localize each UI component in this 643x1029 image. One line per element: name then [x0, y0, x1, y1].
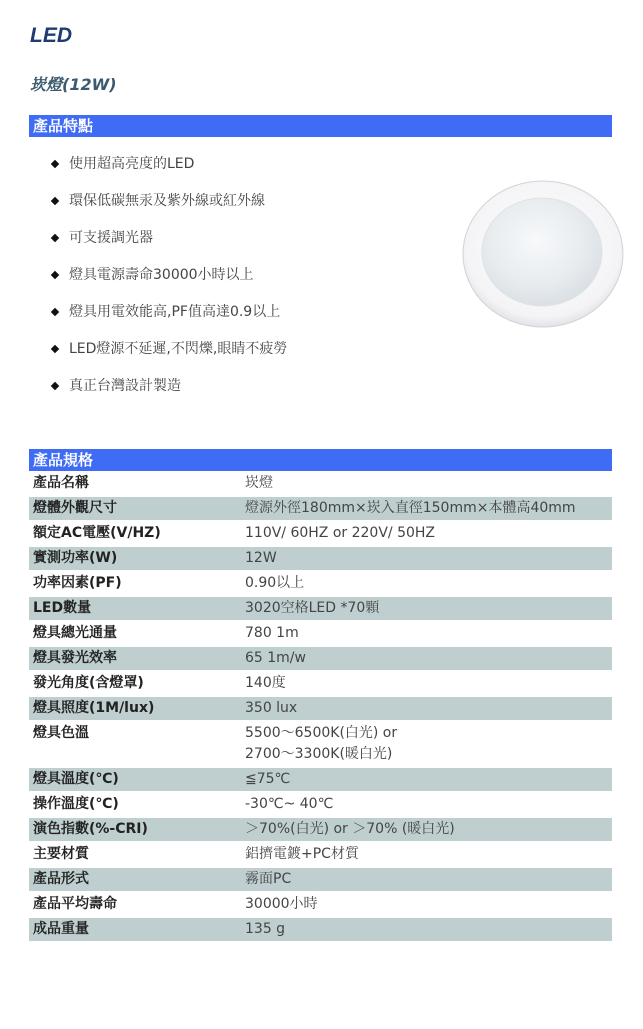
spec-label: 主要材質 — [33, 846, 89, 862]
table-row — [29, 597, 612, 620]
spec-value: 780 1m — [245, 625, 299, 641]
product-subtitle: 崁燈(12W) — [30, 75, 117, 94]
spec-value: 燈源外徑180mm×崁入直徑150mm×本體高40mm — [241, 497, 612, 520]
spec-value: 110V/ 60HZ or 220V/ 50HZ — [245, 525, 436, 541]
spec-label: LED數量 — [29, 597, 241, 620]
spec-label: 燈具總光通量 — [33, 625, 117, 641]
list-item — [52, 300, 287, 337]
spec-label: 燈具照度(1M/lux) — [29, 697, 241, 720]
diamond-bullet-icon — [51, 345, 59, 353]
list-item — [52, 337, 287, 374]
table-row — [29, 622, 612, 645]
spec-label: 燈具溫度(℃) — [29, 768, 241, 791]
list-item — [52, 263, 287, 300]
table-row — [29, 472, 612, 495]
spec-value: 3020空格LED *70顆 — [241, 597, 612, 620]
spec-value: 0.90以上 — [245, 575, 305, 591]
table-row — [29, 918, 612, 941]
spec-value: 135 g — [241, 918, 612, 941]
features-list — [52, 152, 287, 411]
spec-value: 65 1m/w — [241, 647, 612, 670]
spec-label: 燈具發光效率 — [29, 647, 241, 670]
spec-value: 霧面PC — [241, 868, 612, 891]
feature-text: 燈具電源壽命30000小時以上 — [69, 267, 254, 283]
led-downlight-image — [462, 180, 624, 328]
table-row — [29, 793, 612, 816]
table-row — [29, 697, 612, 720]
diamond-bullet-icon — [51, 160, 59, 168]
table-row — [29, 572, 612, 595]
diamond-bullet-icon — [51, 197, 59, 205]
spec-label: 燈具色溫 — [33, 725, 89, 741]
table-row — [29, 868, 612, 891]
spec-value: ≦75℃ — [241, 768, 612, 791]
spec-value: -30℃~ 40℃ — [245, 796, 334, 812]
page-title: LED — [30, 24, 72, 47]
diamond-bullet-icon — [51, 271, 59, 279]
spec-label: 產品形式 — [29, 868, 241, 891]
table-row — [29, 768, 612, 791]
spec-label: 產品平均壽命 — [33, 896, 117, 912]
spec-value: 崁燈 — [245, 475, 273, 491]
feature-text: 燈具用電效能高,PF值高達0.9以上 — [69, 304, 281, 320]
spec-heading: 產品規格 — [29, 449, 612, 471]
table-row — [29, 672, 612, 695]
table-row — [29, 722, 612, 766]
diamond-bullet-icon — [51, 234, 59, 242]
feature-text: 環保低碳無汞及紫外線或紅外線 — [69, 193, 265, 209]
table-row — [29, 893, 612, 916]
spec-label: 產品名稱 — [33, 475, 89, 491]
spec-value: 140度 — [245, 675, 286, 691]
spec-label: 燈體外觀尺寸 — [29, 497, 241, 520]
table-row — [29, 647, 612, 670]
list-item — [52, 374, 287, 411]
spec-label: 操作溫度(℃) — [33, 796, 119, 812]
list-item — [52, 189, 287, 226]
spec-label: 功率因素(PF) — [33, 575, 122, 591]
feature-text: 真正台灣設計製造 — [69, 378, 181, 394]
table-row — [29, 522, 612, 545]
diamond-bullet-icon — [51, 308, 59, 316]
diamond-bullet-icon — [51, 382, 59, 390]
spec-label: 成品重量 — [29, 918, 241, 941]
spec-value: 350 lux — [241, 697, 612, 720]
feature-text: 可支援調光器 — [69, 230, 153, 246]
spec-value: 30000小時 — [245, 896, 318, 912]
spec-label: 實測功率(W) — [29, 547, 241, 570]
list-item — [52, 152, 287, 189]
table-row — [29, 547, 612, 570]
features-heading: 產品特點 — [29, 115, 612, 137]
spec-value: 12W — [241, 547, 612, 570]
spec-label: 額定AC電壓(V/HZ) — [33, 525, 161, 541]
feature-text: 使用超高亮度的LED — [69, 156, 195, 172]
spec-value: 鋁擠電鍍+PC材質 — [245, 846, 359, 862]
table-row — [29, 843, 612, 866]
spec-label: 發光角度(含燈罩) — [33, 675, 144, 691]
spec-value: ＞70%(白光) or ＞70% (暖白光) — [241, 818, 612, 841]
spec-label: 演色指數(%-CRI) — [29, 818, 241, 841]
spec-table — [29, 470, 612, 943]
table-row — [29, 497, 612, 520]
feature-text: LED燈源不延遲,不閃爍,眼睛不疲勞 — [69, 341, 288, 357]
table-row — [29, 818, 612, 841]
list-item — [52, 226, 287, 263]
spec-value: 5500～6500K(白光) or 2700～3300K(暖白光) — [245, 725, 398, 762]
